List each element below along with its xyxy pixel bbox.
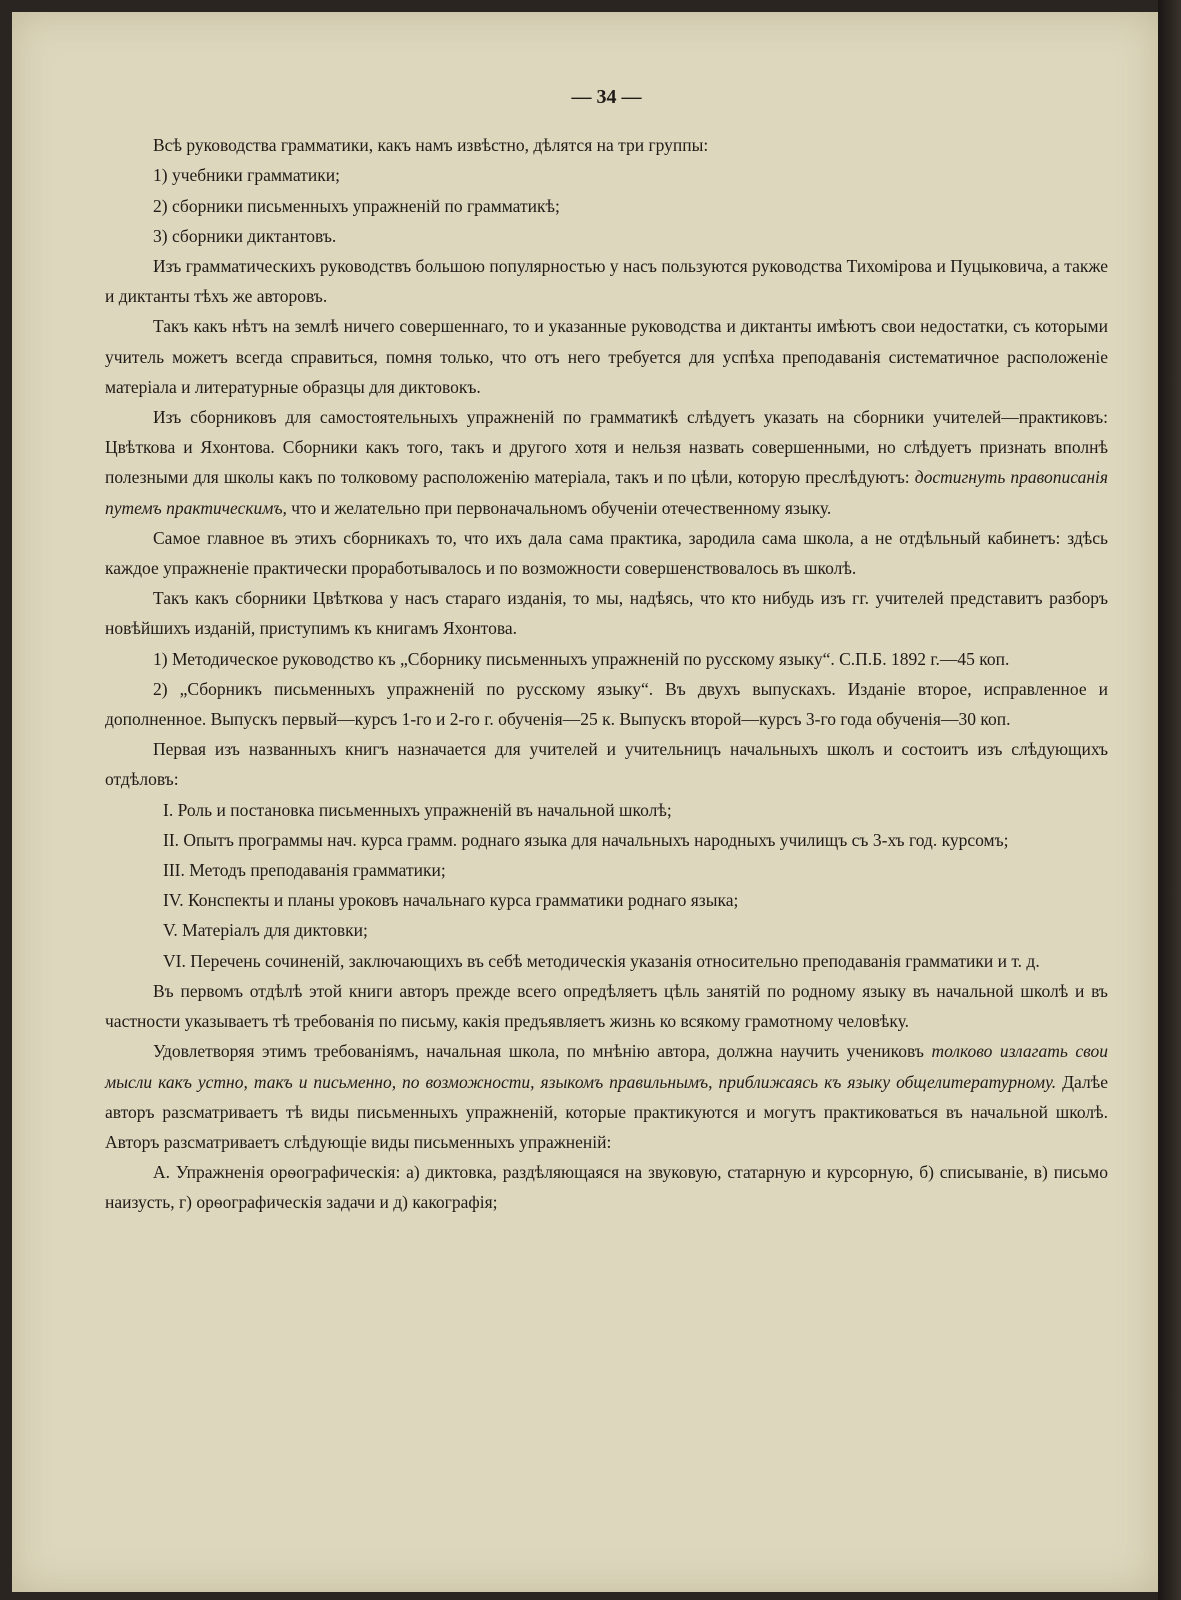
list-item: 1) учебники грамматики; (153, 165, 340, 186)
paragraph-3: Такъ какъ нѣтъ на землѣ ничего совершеннаго, то и указанные руководства и диктанты имѣютъ свои недостатки, съ которыми учитель можетъ всегда справиться, помня только, что отъ него требуется для успѣха преподаванія систематичное расположеніе матеріала и литературные образцы для диктовокъ. (105, 316, 1108, 397)
paragraph-7: 1) Методическое руководство къ „Сборнику письменныхъ упражненій по русскому языку“. С.П.Б. 1892 г.—45 коп. (153, 648, 1010, 669)
paragraph-10: Въ первомъ отдѣлѣ этой книги авторъ прежде всего опредѣляетъ цѣль занятій по родному языку въ начальной школѣ и въ частности указываетъ тѣ требованія по письму, какія предъявляетъ жизнь ко всякому грамотному человѣку. (105, 980, 1108, 1032)
paragraph-8: 2) „Сборникъ письменныхъ упражненій по русскому языку“. Въ двухъ выпускахъ. Изданіе второе, исправленное и дополненное. Выпускъ первый—курсъ 1-го и 2-го г. обученія—25 к. Выпускъ второй—курсъ 3-го года обученія—30 коп. (105, 678, 1108, 730)
section-list-item: VI. Перечень сочиненій, заключающихъ въ себѣ методическія указанія относительно преподаванія грамматики и т. д. (163, 950, 1040, 971)
book-page (12, 12, 1158, 1592)
section-list-item: I. Роль и постановка письменныхъ упражненій въ начальной школѣ; (163, 799, 672, 820)
paragraph-11-italic: толково излагать свои мысли какъ устно, такъ и письменно, по возможности, языкомъ правильнымъ, приближаясь къ языку общелитературному. (105, 1041, 1108, 1092)
page-text (105, 82, 1108, 1218)
paragraph-4-text-a: Изъ сборниковъ для самостоятельныхъ упражненій по грамматикѣ слѣдуетъ указать на сборники учителей—практиковъ: Цвѣткова и Яхонтова. Сборники какъ того, такъ и другого хотя и нельзя назвать совершенными, но слѣдуетъ признать вполнѣ полезными для школы какъ по толковому расположенію матеріала, такъ и по цѣли, которую преслѣдуютъ: (105, 407, 1108, 488)
paragraph-11 (105, 1036, 1108, 1157)
paragraph-6: Такъ какъ сборники Цвѣткова у насъ стараго изданія, то мы, надѣясь, что кто нибудь изъ гг. учителей представитъ разборъ новѣйшихъ изданій, приступимъ къ книгамъ Яхонтова. (105, 588, 1108, 639)
paragraph-4-text-b: что и желательно при первоначальномъ обученіи отечественному языку. (291, 497, 832, 518)
paragraph-1: Всѣ руководства грамматики, какъ намъ извѣстно, дѣлятся на три группы: (153, 135, 709, 156)
list-item: 3) сборники диктантовъ. (153, 225, 337, 246)
page-binding-edge (1158, 0, 1181, 1600)
paragraph-4 (105, 402, 1108, 523)
section-list-item: II. Опытъ программы нач. курса грамм. роднаго языка для начальныхъ народныхъ училищъ съ 3-хъ год. курсомъ; (163, 829, 1009, 850)
paragraph-11-text-a: Удовлетворяя этимъ требованіямъ, начальная школа, по мнѣнію автора, должна научить учениковъ (153, 1041, 924, 1062)
page-number: — 34 — (571, 86, 642, 108)
section-list-item: V. Матеріалъ для диктовки; (163, 920, 368, 941)
section-list-item: IV. Конспекты и планы уроковъ начальнаго курса грамматики роднаго языка; (163, 890, 739, 911)
paragraph-9: Первая изъ названныхъ книгъ назначается для учителей и учительницъ начальныхъ школъ и состоитъ изъ слѣдующихъ отдѣловъ: (105, 739, 1108, 790)
paragraph-11-text-b: Далѣе авторъ разсматриваетъ тѣ виды письменныхъ упражненій, которые практикуются и могутъ практиковаться въ начальной школѣ. Авторъ разсматриваетъ слѣдующіе виды письменныхъ упражненій: (105, 1071, 1108, 1152)
paragraph-5: Самое главное въ этихъ сборникахъ то, что ихъ дала сама практика, зародила сама школа, а не отдѣльный кабинетъ: здѣсь каждое упражненіе практически проработывалось и по возможности совершенствовалось въ школѣ. (105, 527, 1108, 579)
list-item: 2) сборники письменныхъ упражненій по грамматикѣ; (153, 195, 560, 216)
paragraph-2: Изъ грамматическихъ руководствъ большою популярностью у насъ пользуются руководства Тихомірова и Пуцыковича, а также и диктанты тѣхъ же авторовъ. (105, 256, 1108, 307)
paragraph-4-italic: достигнуть правописанія путемъ практическимъ, (105, 467, 1108, 518)
section-list-item: III. Методъ преподаванія грамматики; (163, 860, 446, 881)
paragraph-12: А. Упражненія орѳографическія: а) диктовка, раздѣляющаяся на звуковую, статарную и курсорную, б) списываніе, в) письмо наизусть, г) орѳографическія задачи и д) какографія; (105, 1162, 1108, 1213)
